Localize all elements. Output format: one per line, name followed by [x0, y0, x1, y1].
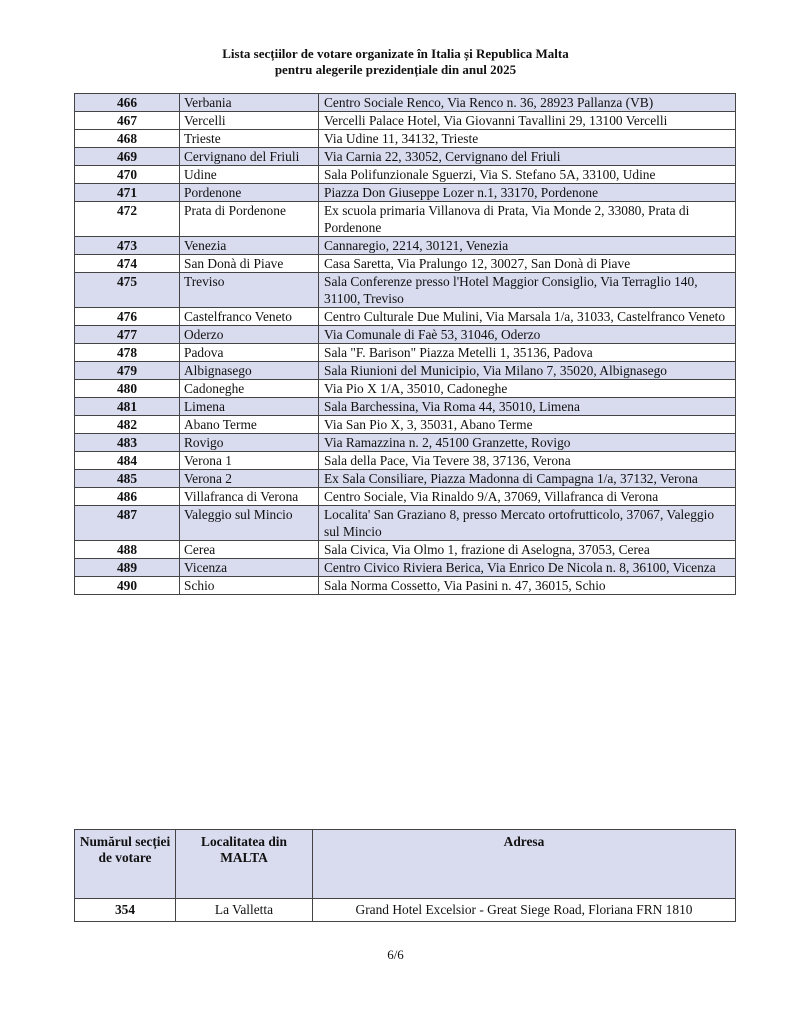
section-number: 473: [75, 237, 180, 255]
section-number: 477: [75, 326, 180, 344]
section-number: 474: [75, 255, 180, 273]
section-number: 483: [75, 434, 180, 452]
title-line-2: pentru alegerile prezidențiale din anul 2025: [274, 62, 517, 77]
section-number: 467: [75, 112, 180, 130]
address: Via Udine 11, 34132, Trieste: [319, 130, 736, 148]
section-number: 466: [75, 94, 180, 112]
section-number: 478: [75, 344, 180, 362]
page-number: 6/6: [387, 947, 404, 962]
table-row: [75, 899, 736, 922]
section-number: 469: [75, 148, 180, 166]
address: Sala Conferenze presso l'Hotel Maggior Consiglio, Via Terraglio 140, 31100, Treviso: [319, 273, 736, 308]
address: Centro Civico Riviera Berica, Via Enrico De Nicola n. 8, 36100, Vicenza: [319, 559, 736, 577]
section-number: 486: [75, 488, 180, 506]
locality: Prata di Pordenone: [180, 202, 319, 237]
address: Centro Culturale Due Mulini, Via Marsala 1/a, 31033, Castelfranco Veneto: [319, 308, 736, 326]
malta-header-row: [75, 830, 736, 899]
address: Sala Barchessina, Via Roma 44, 35010, Limena: [319, 398, 736, 416]
section-number: 487: [75, 506, 180, 541]
table-row: [75, 273, 736, 308]
locality: Oderzo: [180, 326, 319, 344]
table-row: [75, 380, 736, 398]
locality: Cadoneghe: [180, 380, 319, 398]
address: Ex scuola primaria Villanova di Prata, Via Monde 2, 33080, Prata di Pordenone: [319, 202, 736, 237]
locality: Treviso: [180, 273, 319, 308]
address: Piazza Don Giuseppe Lozer n.1, 33170, Pordenone: [319, 184, 736, 202]
section-number: 472: [75, 202, 180, 237]
locality: Villafranca di Verona: [180, 488, 319, 506]
address: Via San Pio X, 3, 35031, Abano Terme: [319, 416, 736, 434]
section-number: 354: [75, 899, 176, 922]
locality: Vicenza: [180, 559, 319, 577]
section-number: 485: [75, 470, 180, 488]
section-number: 484: [75, 452, 180, 470]
address: Via Ramazzina n. 2, 45100 Granzette, Rovigo: [319, 434, 736, 452]
header-section-number: Numărul secției de votare: [75, 830, 176, 899]
table-row: [75, 130, 736, 148]
title-line-1: Lista secțiilor de votare organizate în Italia și Republica Malta: [222, 46, 569, 61]
address: Via Comunale di Faè 53, 31046, Oderzo: [319, 326, 736, 344]
locality: San Donà di Piave: [180, 255, 319, 273]
table-row: [75, 470, 736, 488]
table-row: [75, 559, 736, 577]
section-number: 480: [75, 380, 180, 398]
section-number: 475: [75, 273, 180, 308]
table-row: [75, 488, 736, 506]
section-number: 482: [75, 416, 180, 434]
locality: Valeggio sul Mincio: [180, 506, 319, 541]
section-number: 468: [75, 130, 180, 148]
malta-polling-table: [74, 829, 736, 922]
table-row: [75, 166, 736, 184]
address: Localita' San Graziano 8, presso Mercato ortofrutticolo, 37067, Valeggio sul Mincio: [319, 506, 736, 541]
table-row: [75, 94, 736, 112]
locality: Castelfranco Veneto: [180, 308, 319, 326]
table-row: [75, 308, 736, 326]
section-number: 481: [75, 398, 180, 416]
locality: Vercelli: [180, 112, 319, 130]
address: Cannaregio, 2214, 30121, Venezia: [319, 237, 736, 255]
table-row: [75, 237, 736, 255]
address: Sala Polifunzionale Sguerzi, Via S. Stefano 5A, 33100, Udine: [319, 166, 736, 184]
locality: Cervignano del Friuli: [180, 148, 319, 166]
locality: Udine: [180, 166, 319, 184]
address: Sala Civica, Via Olmo 1, frazione di Aselogna, 37053, Cerea: [319, 541, 736, 559]
table-row: [75, 202, 736, 237]
address: Grand Hotel Excelsior - Great Siege Road, Floriana FRN 1810: [313, 899, 736, 922]
header-address: Adresa: [313, 830, 736, 899]
section-number: 476: [75, 308, 180, 326]
italy-table-body: [75, 94, 736, 595]
table-row: [75, 416, 736, 434]
address: Via Pio X 1/A, 35010, Cadoneghe: [319, 380, 736, 398]
table-row: [75, 326, 736, 344]
address: Vercelli Palace Hotel, Via Giovanni Tavallini 29, 13100 Vercelli: [319, 112, 736, 130]
table-row: [75, 506, 736, 541]
locality: Limena: [180, 398, 319, 416]
table-row: [75, 398, 736, 416]
table-row: [75, 344, 736, 362]
locality: Rovigo: [180, 434, 319, 452]
document-title: [0, 46, 791, 78]
locality: Venezia: [180, 237, 319, 255]
table-row: [75, 255, 736, 273]
locality: Trieste: [180, 130, 319, 148]
table-row: [75, 541, 736, 559]
section-number: 479: [75, 362, 180, 380]
address: Centro Sociale Renco, Via Renco n. 36, 28923 Pallanza (VB): [319, 94, 736, 112]
address: Centro Sociale, Via Rinaldo 9/A, 37069, Villafranca di Verona: [319, 488, 736, 506]
table-row: [75, 434, 736, 452]
italy-polling-table: [74, 93, 736, 595]
section-number: 470: [75, 166, 180, 184]
address: Sala Riunioni del Municipio, Via Milano 7, 35020, Albignasego: [319, 362, 736, 380]
table-row: [75, 112, 736, 130]
locality: La Valletta: [176, 899, 313, 922]
section-number: 490: [75, 577, 180, 595]
section-number: 489: [75, 559, 180, 577]
table-row: [75, 452, 736, 470]
section-number: 488: [75, 541, 180, 559]
locality: Padova: [180, 344, 319, 362]
address: Sala "F. Barison" Piazza Metelli 1, 35136, Padova: [319, 344, 736, 362]
address: Sala della Pace, Via Tevere 38, 37136, Verona: [319, 452, 736, 470]
table-row: [75, 148, 736, 166]
locality: Verona 2: [180, 470, 319, 488]
locality: Schio: [180, 577, 319, 595]
header-locality: Localitatea din MALTA: [176, 830, 313, 899]
address: Ex Sala Consiliare, Piazza Madonna di Campagna 1/a, 37132, Verona: [319, 470, 736, 488]
locality: Pordenone: [180, 184, 319, 202]
table-row: [75, 184, 736, 202]
locality: Verbania: [180, 94, 319, 112]
locality: Cerea: [180, 541, 319, 559]
address: Via Carnia 22, 33052, Cervignano del Friuli: [319, 148, 736, 166]
section-number: 471: [75, 184, 180, 202]
locality: Abano Terme: [180, 416, 319, 434]
table-row: [75, 362, 736, 380]
table-row: [75, 577, 736, 595]
locality: Verona 1: [180, 452, 319, 470]
address: Casa Saretta, Via Pralungo 12, 30027, San Donà di Piave: [319, 255, 736, 273]
locality: Albignasego: [180, 362, 319, 380]
address: Sala Norma Cossetto, Via Pasini n. 47, 36015, Schio: [319, 577, 736, 595]
